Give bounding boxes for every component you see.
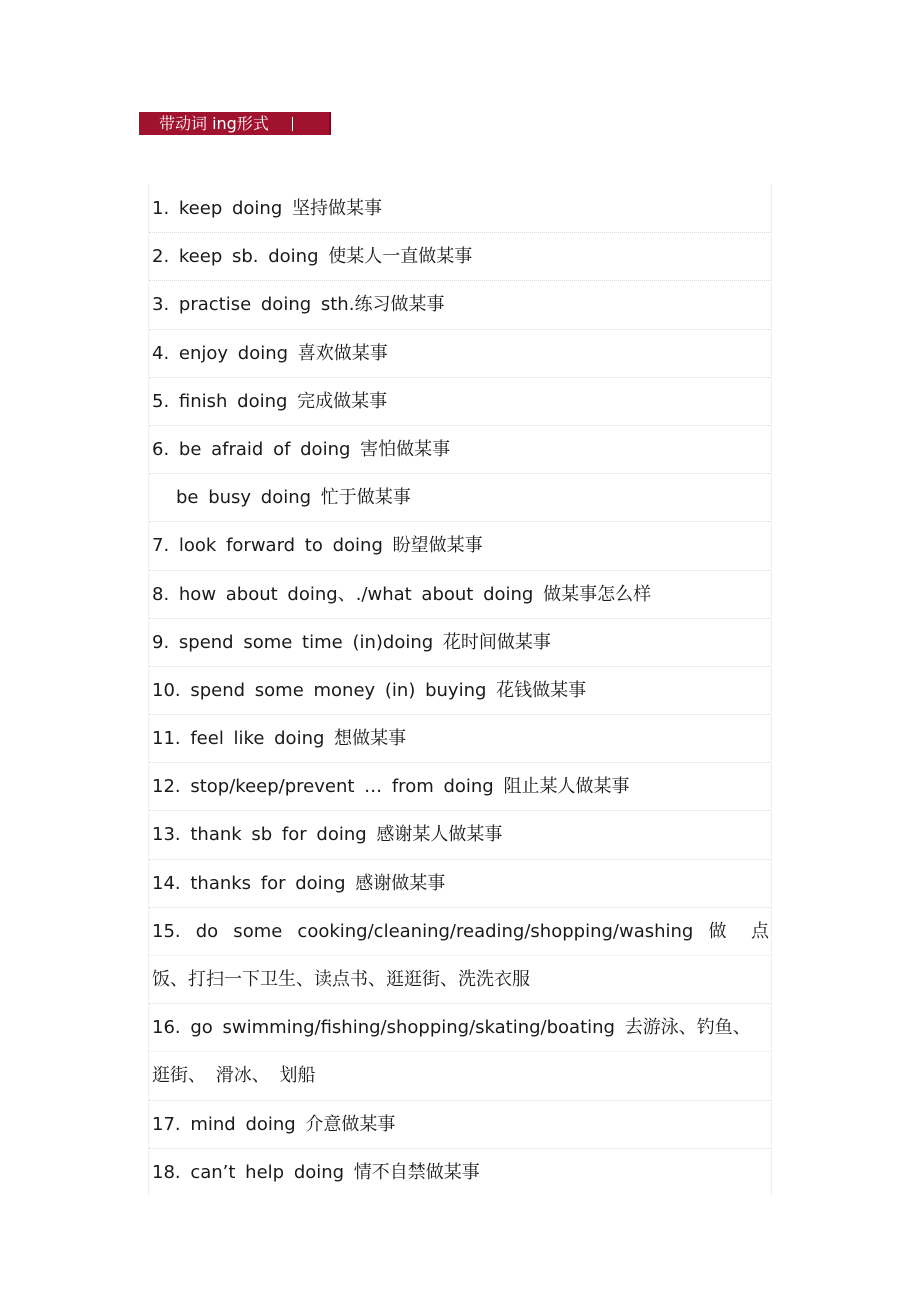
list-item: [149, 667, 771, 715]
list-item: [149, 908, 771, 1004]
list-item: [149, 1004, 771, 1100]
list-item: [149, 619, 771, 667]
list-item-text: 12. stop/keep/prevent … from doing 阻止某人做某事: [152, 776, 630, 798]
list-item-text: 9. spend some time (in)doing 花时间做某事: [152, 631, 551, 653]
list-item-text: 14. thanks for doing 感谢做某事: [152, 872, 446, 894]
list-item-text: 6. be afraid of doing 害怕做某事: [152, 438, 451, 460]
list-item-text: 8. how about doing、./what about doing 做某事怎么样: [152, 583, 652, 605]
list-item: [149, 185, 771, 233]
list-item-continuation: 逛街、 滑冰、 划船: [149, 1051, 771, 1099]
list-item: [149, 330, 771, 378]
list-item-text: be busy doing 忙于做某事: [176, 487, 411, 509]
list-item: [149, 233, 771, 281]
list-item-continuation: 饭、打扫一下卫生、读点书、逛逛街、洗洗衣服: [149, 955, 771, 1003]
list-item: [149, 474, 771, 522]
list-item: [149, 378, 771, 426]
list-item-text: 15. do some cooking/cleaning/reading/shopping/washing 做 点: [152, 920, 769, 942]
list-item-text: 10. spend some money (in) buying 花钱做某事: [152, 679, 587, 701]
list-item-text: 16. go swimming/fishing/shopping/skating/boating 去游泳、钓鱼、: [152, 1017, 751, 1039]
list-item: [149, 1101, 771, 1149]
section-heading-title: 带动词 ing形式: [159, 114, 269, 133]
list-item-text: 2. keep sb. doing 使某人一直做某事: [152, 246, 473, 268]
list-item-text: 11. feel like doing 想做某事: [152, 728, 407, 750]
list-item: [149, 860, 771, 908]
list-item: [149, 522, 771, 570]
list-item-text: 1. keep doing 坚持做某事: [152, 198, 382, 219]
list-item: [149, 763, 771, 811]
list-item-text: 7. look forward to doing 盼望做某事: [152, 535, 483, 557]
list-item: [149, 1149, 771, 1196]
list-item-text: 4. enjoy doing 喜欢做某事: [152, 342, 388, 364]
list-item-text: 17. mind doing 介意做某事: [152, 1113, 396, 1135]
list-item-text: 18. can’t help doing 情不自禁做某事: [152, 1161, 480, 1183]
list-item-text: 13. thank sb for doing 感谢某人做某事: [152, 824, 503, 846]
list-item: [149, 571, 771, 619]
list-item: [149, 426, 771, 474]
phrase-list: [148, 185, 772, 1196]
section-heading: [139, 112, 331, 135]
list-item: [149, 281, 771, 329]
list-item-text: 3. practise doing sth.练习做某事: [152, 294, 445, 316]
list-item: [149, 715, 771, 763]
list-item-text: 5. finish doing 完成做某事: [152, 390, 388, 412]
heading-cursor-mark: [292, 117, 293, 131]
list-item: [149, 811, 771, 859]
